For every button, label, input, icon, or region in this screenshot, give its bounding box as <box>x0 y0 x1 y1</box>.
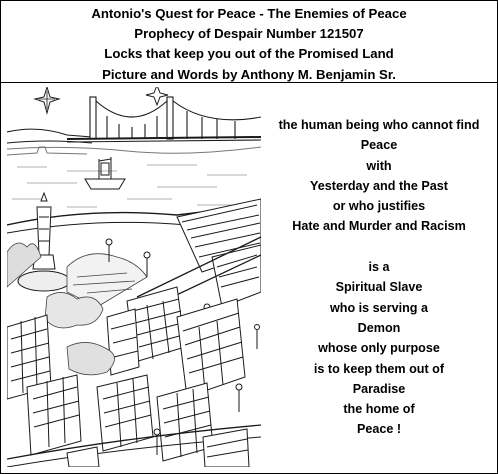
title-line-1: Antonio's Quest for Peace - The Enemies of Peace <box>91 6 407 21</box>
poem-line-8: is a <box>368 260 390 275</box>
poem-line-2: Peace <box>360 138 398 153</box>
poem-line-6: Hate and Murder and Racism <box>292 219 466 234</box>
poem-line-7 <box>263 237 495 257</box>
poem-text <box>263 115 495 440</box>
poem-line-1: the human being who cannot find <box>278 118 480 132</box>
poem-line-4: Yesterday and the Past <box>310 178 448 193</box>
city-harbor-sketch-icon <box>7 87 261 467</box>
poem-line-15: the home of <box>343 402 415 417</box>
poem-line-16: Peace ! <box>356 422 402 437</box>
poem-line-11: Demon <box>357 320 401 335</box>
title-line-2: Prophecy of Despair Number 121507 <box>134 26 364 42</box>
poem-line-14: Paradise <box>352 381 406 396</box>
building-icon <box>7 315 81 455</box>
title-line-4: Picture and Words by Anthony M. Benjamin Sr. <box>102 66 396 82</box>
ship-icon <box>85 157 125 189</box>
poem-line-9: Spiritual Slave <box>335 280 423 295</box>
tower-icon <box>18 193 70 291</box>
poem-line-3: with <box>366 158 392 173</box>
title-line-3: Locks that keep you out of the Promised Land <box>104 46 394 62</box>
poem-line-13: is to keep them out of <box>313 361 445 376</box>
poem-line-5: or who justifies <box>332 199 426 214</box>
building-icon <box>177 199 261 307</box>
star-icon <box>146 87 168 105</box>
poem-line-12: whose only purpose <box>318 341 440 356</box>
star-icon <box>35 87 59 113</box>
poem-line-10: who is serving a <box>330 300 428 315</box>
title-block <box>1 1 497 83</box>
building-icon <box>97 375 213 461</box>
